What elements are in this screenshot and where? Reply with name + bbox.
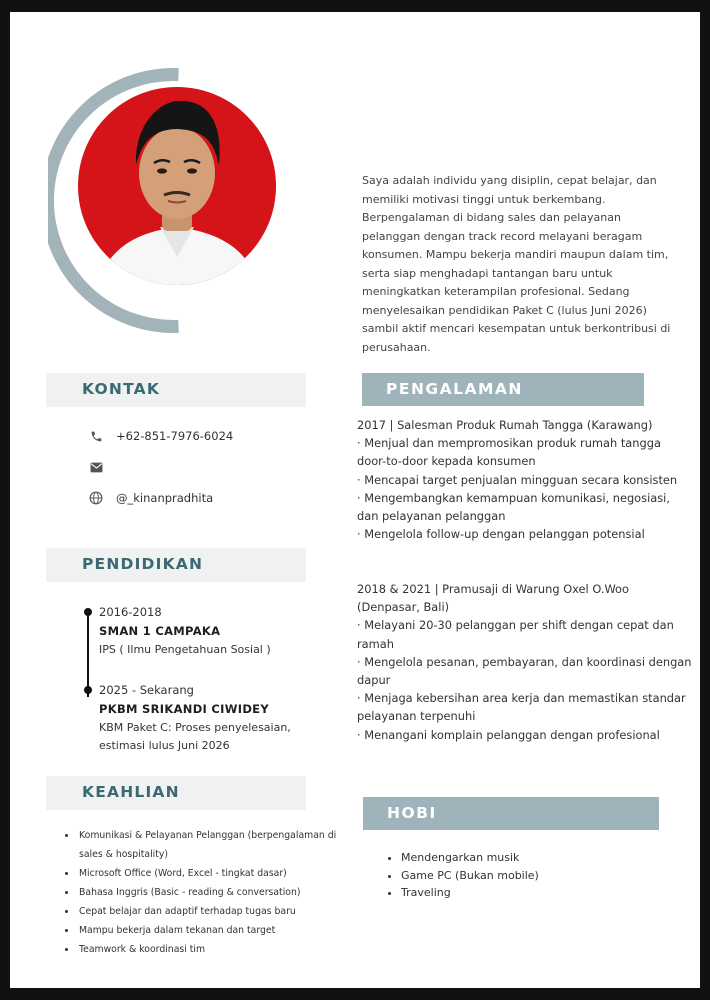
education-school: PKBM SRIKANDI CIWIDEY [99, 702, 269, 716]
pengalaman-heading [362, 373, 644, 406]
skill-item: • Bahasa Inggris (Basic - reading & conversation) [77, 883, 337, 902]
timeline-dot [84, 608, 92, 616]
hobi-title: HOBI [387, 804, 437, 822]
pendidikan-title: PENDIDIKAN [82, 555, 204, 573]
job-point: · Menangani komplain pelanggan dengan profesional [357, 727, 660, 742]
education-period: 2025 - Sekarang [99, 683, 194, 697]
education-desc: KBM Paket C: Proses penyelesaian, estimasi lulus Juni 2026 [99, 721, 291, 752]
job-point: · Melayani 20-30 pelanggan per shift dengan cepat dan ramah [357, 618, 674, 651]
job-point: · Menjaga kebersihan area kerja dan memastikan standar pelayanan terpenuhi [357, 691, 686, 724]
pendidikan-heading [46, 548, 306, 582]
job-point: · Mengembangkan kemampuan komunikasi, negosiasi, dan pelayanan pelanggan [357, 490, 670, 524]
skill-item: • Komunikasi & Pelayanan Pelanggan (berpengalaman di sales & hospitality) [77, 826, 337, 864]
kontak-heading [46, 373, 306, 407]
keahlian-title: KEAHLIAN [82, 783, 180, 801]
hobby-item: • Mendengarkan musik [401, 849, 539, 867]
profile-summary: Saya adalah individu yang disiplin, cepat belajar, dan memiliki motivasi tinggi untuk berkembang. Berpengalaman di bidang sales dan pelayanan pelanggan dengan track record melayani beragam konsumen. Mampu bekerja mandiri maupun dalam tim, serta siap menghadapi tantangan baru untuk meningkatkan keterampilan profesional. Sedang menyelesaikan pendidikan Paket C (lulus Juni 2026) sambil aktif mencari kesempatan untuk berkontribusi di perusahaan. [362, 174, 671, 354]
kontak-title: KONTAK [82, 380, 161, 398]
job-point: · Mengelola pesanan, pembayaran, dan koordinasi dengan dapur [357, 654, 692, 688]
job-header: 2017 | Salesman Produk Rumah Tangga (Karawang) [357, 418, 653, 432]
skill-item: • Mampu bekerja dalam tekanan dan target [77, 921, 337, 940]
profile-photo [78, 87, 276, 285]
globe-icon [88, 490, 104, 506]
hobby-item: • Game PC (Bukan mobile) [401, 867, 539, 885]
hobby-item: • Traveling [401, 884, 539, 902]
hobi-heading [363, 797, 659, 830]
job-point: · Mencapai target penjualan mingguan secara konsisten [357, 472, 678, 487]
social-handle: @_kinanpradhita [116, 491, 214, 505]
education-item [99, 681, 309, 755]
skills-list [62, 826, 337, 959]
skill-item: • Teamwork & koordinasi tim [77, 940, 337, 959]
skill-item: • Microsoft Office (Word, Excel - tingkat dasar) [77, 864, 337, 883]
education-timeline [87, 609, 89, 697]
hobby-list [387, 849, 539, 902]
phone-icon [88, 428, 104, 444]
education-desc: IPS ( Ilmu Pengetahuan Sosial ) [99, 643, 271, 656]
contact-email [88, 457, 116, 477]
job-point: · Menjual dan mempromosikan produk rumah tangga door-to-door kepada konsumen [357, 436, 661, 469]
timeline-dot [84, 686, 92, 694]
cv-page [10, 12, 700, 988]
email-icon [88, 459, 104, 475]
job-header: 2018 & 2021 | Pramusaji di Warung Oxel O.Woo (Denpasar, Bali) [357, 582, 629, 615]
job-point: · Mengelola follow-up dengan pelanggan potensial [357, 527, 645, 542]
contact-phone [88, 426, 233, 446]
education-period: 2016-2018 [99, 605, 162, 619]
education-school: SMAN 1 CAMPAKA [99, 624, 221, 638]
contact-social [88, 488, 213, 508]
skill-item: • Cepat belajar dan adaptif terhadap tugas baru [77, 902, 337, 921]
job-entry [357, 416, 692, 543]
pengalaman-title: PENGALAMAN [386, 380, 523, 398]
keahlian-heading [46, 776, 306, 810]
job-entry [357, 580, 692, 744]
phone-number: +62-851-7976-6024 [116, 429, 234, 443]
education-item [99, 603, 299, 659]
